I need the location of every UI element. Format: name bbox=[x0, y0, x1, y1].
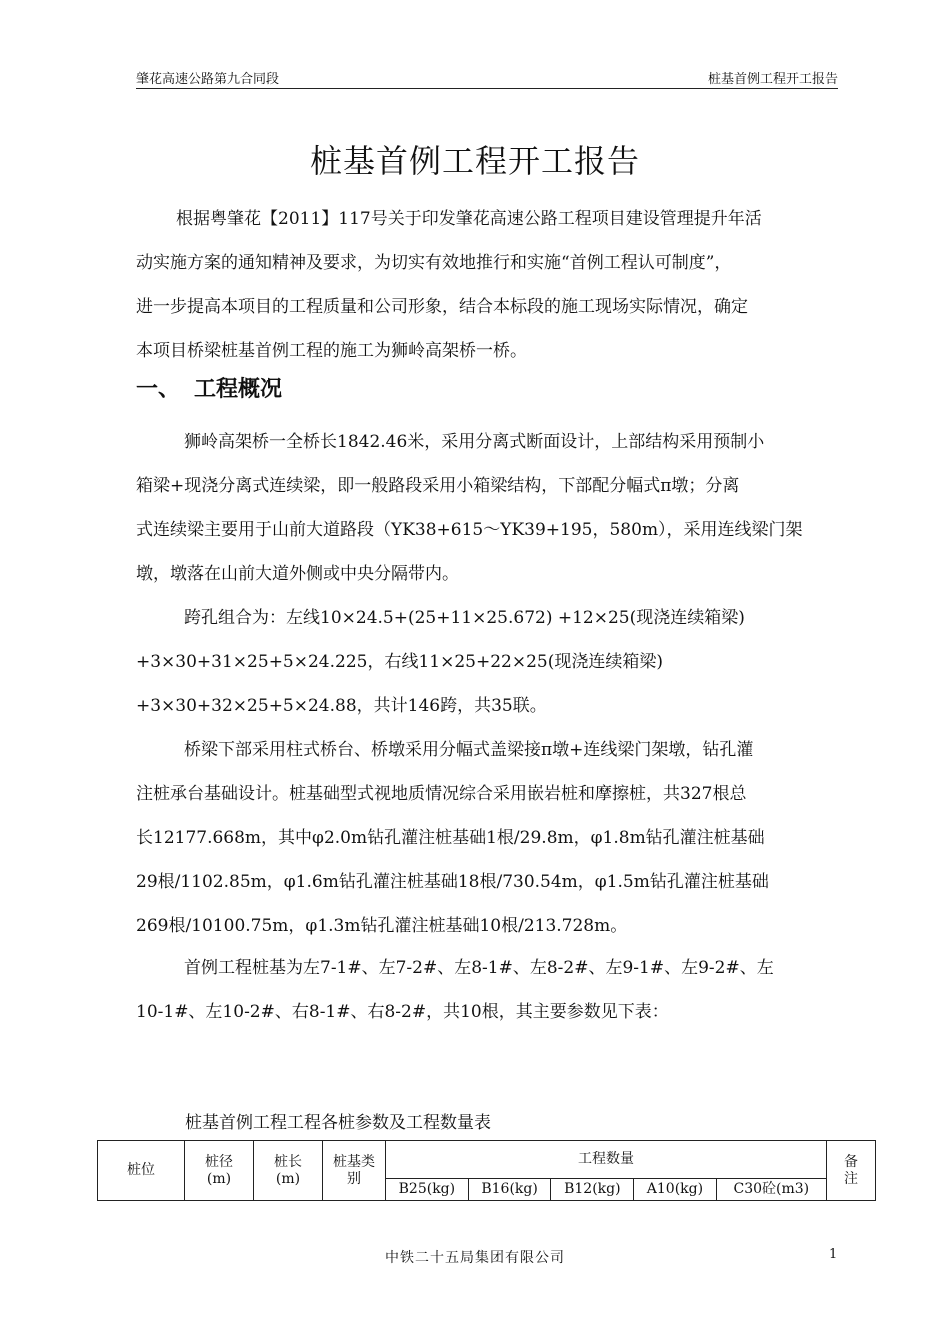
pile-parameter-table bbox=[97, 1140, 876, 1201]
text-line: 根据粤肇花【2011】117号关于印发肇花高速公路工程项目建设管理提升年活 bbox=[176, 209, 762, 229]
text-line: 墩，墩落在山前大道外侧或中央分隔带内。 bbox=[136, 564, 459, 584]
overview-paragraph bbox=[136, 420, 836, 596]
header-pile-type-line: 桩基类 bbox=[333, 1153, 375, 1170]
span-combination-paragraph bbox=[136, 596, 836, 728]
header-remarks-line: 注 bbox=[844, 1170, 858, 1187]
text-line: 式连续梁主要用于山前大道路段（YK38+615～YK39+195，580m），采用连线梁门架 bbox=[136, 520, 803, 540]
text-line: 狮岭高架桥一全桥长1842.46米，采用分离式断面设计，上部结构采用预制小 bbox=[184, 432, 765, 452]
first-pile-paragraph bbox=[136, 946, 836, 1034]
text-line: 10-1#、左10-2#、右8-1#、右8-2#，共10根，其主要参数见下表： bbox=[136, 1002, 669, 1022]
header-pile-position: 桩位 bbox=[98, 1141, 185, 1201]
header-remarks bbox=[827, 1141, 876, 1201]
substructure-paragraph bbox=[136, 728, 836, 948]
footer-company: 中铁二十五局集团有限公司 bbox=[385, 1250, 565, 1266]
header-pile-length bbox=[254, 1141, 323, 1201]
header-pile-type bbox=[323, 1141, 386, 1201]
table-caption: 桩基首例工程工程各桩参数及工程数量表 bbox=[185, 1113, 491, 1133]
text-line: 本项目桥梁桩基首例工程的施工为狮岭高架桥一桥。 bbox=[136, 341, 527, 361]
text-line: 29根/1102.85m，φ1.6m钻孔灌注桩基础18根/730.54m，φ1.5m钻孔灌注桩基础 bbox=[136, 872, 769, 892]
section-number: 一、 bbox=[136, 377, 181, 402]
text-line: 进一步提高本项目的工程质量和公司形象，结合本标段的施工现场实际情况，确定 bbox=[136, 297, 748, 317]
header-remarks-line: 备 bbox=[844, 1153, 858, 1170]
header-rebar-b16: B16(kg) bbox=[468, 1179, 551, 1201]
text-line: 269根/10100.75m，φ1.3m钻孔灌注桩基础10根/213.728m。 bbox=[136, 916, 628, 936]
text-line: 箱梁+现浇分离式连续梁，即一般路段采用小箱梁结构，下部配分幅式π墩；分离 bbox=[136, 476, 740, 496]
header-pile-length-unit: (m) bbox=[275, 1170, 301, 1187]
text-line: 跨孔组合为：左线10×24.5+(25+11×25.672) +12×25(现浇连续箱梁) bbox=[184, 608, 745, 628]
header-pile-diameter-unit: (m) bbox=[206, 1170, 232, 1187]
text-line: 注桩承台基础设计。桩基础型式视地质情况综合采用嵌岩桩和摩擦桩，共327根总 bbox=[136, 784, 747, 804]
header-rebar-b12: B12(kg) bbox=[551, 1179, 634, 1201]
page-number: 1 bbox=[829, 1247, 838, 1262]
header-rebar-b25: B25(kg) bbox=[386, 1179, 469, 1201]
header-work-quantity: 工程数量 bbox=[386, 1141, 827, 1179]
intro-paragraph bbox=[136, 197, 836, 373]
text-line: 首例工程桩基为左7-1#、左7-2#、左8-1#、左8-2#、左9-1#、左9-2#、左 bbox=[184, 958, 774, 978]
text-line: 桥梁下部采用柱式桥台、桥墩采用分幅式盖梁接π墩+连线梁门架墩，钻孔灌 bbox=[184, 740, 754, 760]
section-title: 工程概况 bbox=[194, 377, 283, 402]
header-pile-diameter-label: 桩径 bbox=[205, 1153, 233, 1170]
header-concrete-c30: C30砼(m3) bbox=[716, 1179, 826, 1201]
section-heading-overview bbox=[136, 372, 282, 403]
header-contract-section: 肇花高速公路第九合同段 bbox=[136, 72, 280, 87]
header-pile-type-line: 别 bbox=[347, 1170, 361, 1187]
text-line: +3×30+31×25+5×24.225，右线11×25+22×25(现浇连续箱梁) bbox=[136, 652, 663, 672]
text-line: +3×30+32×25+5×24.88，共计146跨，共35联。 bbox=[136, 696, 547, 716]
header-rebar-a10: A10(kg) bbox=[634, 1179, 716, 1201]
text-line: 长12177.668m，其中φ2.0m钻孔灌注桩基础1根/29.8m，φ1.8m钻孔灌注桩基础 bbox=[136, 828, 765, 848]
page-header bbox=[136, 66, 838, 89]
text-line: 动实施方案的通知精神及要求，为切实有效地推行和实施“首例工程认可制度”， bbox=[136, 253, 732, 273]
header-report-title: 桩基首例工程开工报告 bbox=[707, 72, 838, 87]
document-title: 桩基首例工程开工报告 bbox=[309, 142, 640, 180]
header-pile-length-label: 桩长 bbox=[274, 1153, 302, 1170]
header-pile-diameter bbox=[185, 1141, 254, 1201]
